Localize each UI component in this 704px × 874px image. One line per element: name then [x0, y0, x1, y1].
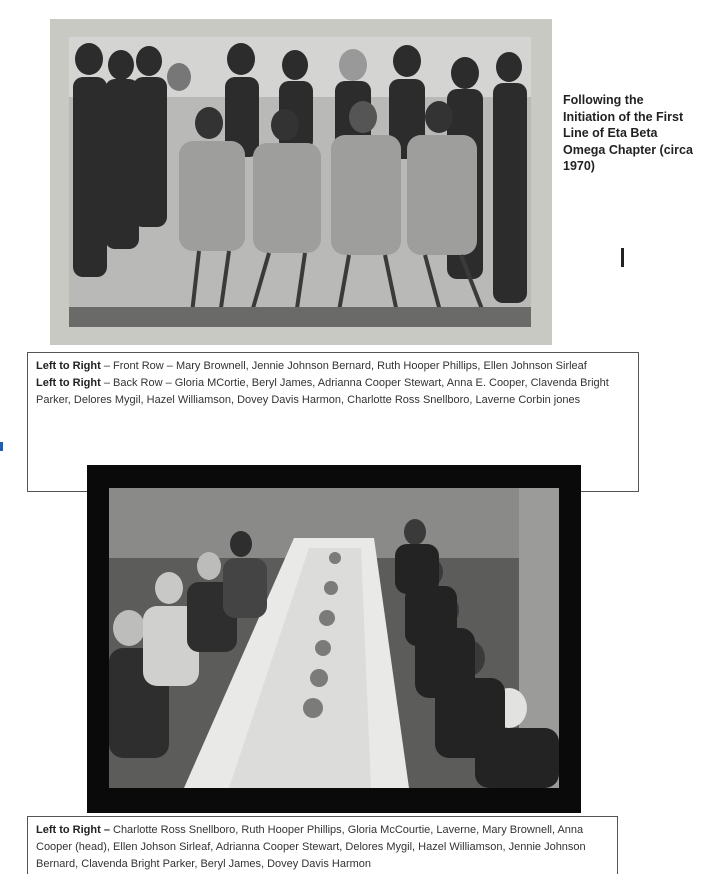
group-photo-1-frame — [50, 19, 552, 345]
photo-1-side-caption: Following the Initiation of the First Line of Eta Beta Omega Chapter (circa 1970) — [563, 93, 693, 173]
front-row-names: – Front Row – Mary Brownell, Jennie Johnson Bernard, Ruth Hooper Phillips, Ellen Johnson Sirleaf — [100, 360, 587, 372]
photo-2-caption-names: Charlotte Ross Snellboro, Ruth Hooper Phillips, Gloria McCourtie, Laverne, Mary Brownell, Anna Cooper (head), Ellen Johson Sirleaf, Adrianna Cooper Stewart, Delores Mygil, Hazel Williamson, Jennie Johnson Bernard, Clavenda Bright Parker, Beryl James, Dovey Davis Harmon — [36, 824, 586, 870]
back-row-label: Left to Right — [36, 377, 101, 389]
text-cursor — [621, 248, 624, 267]
group-photo-1-figures — [69, 37, 531, 327]
front-row-caption — [36, 358, 630, 375]
photo-2-caption-box — [27, 816, 618, 874]
front-row-label: Left to Right — [36, 360, 101, 372]
back-row-names: – Back Row – Gloria MCortie, Beryl James, Adrianna Cooper Stewart, Anna E. Cooper, Clavenda Bright Parker, Delores Mygil, Hazel Williamson, Dovey Davis Harmon, Charlotte Ross Snellboro, Laverne Corbin jones — [36, 377, 609, 406]
group-photo-1 — [69, 37, 531, 327]
back-row-caption — [36, 375, 630, 409]
blue-margin-marker — [0, 442, 3, 451]
banquet-photo-frame — [87, 465, 581, 813]
banquet-photo — [109, 488, 559, 788]
banquet-photo-scene — [109, 488, 559, 788]
photo-2-caption-label: Left to Right – — [36, 824, 110, 836]
